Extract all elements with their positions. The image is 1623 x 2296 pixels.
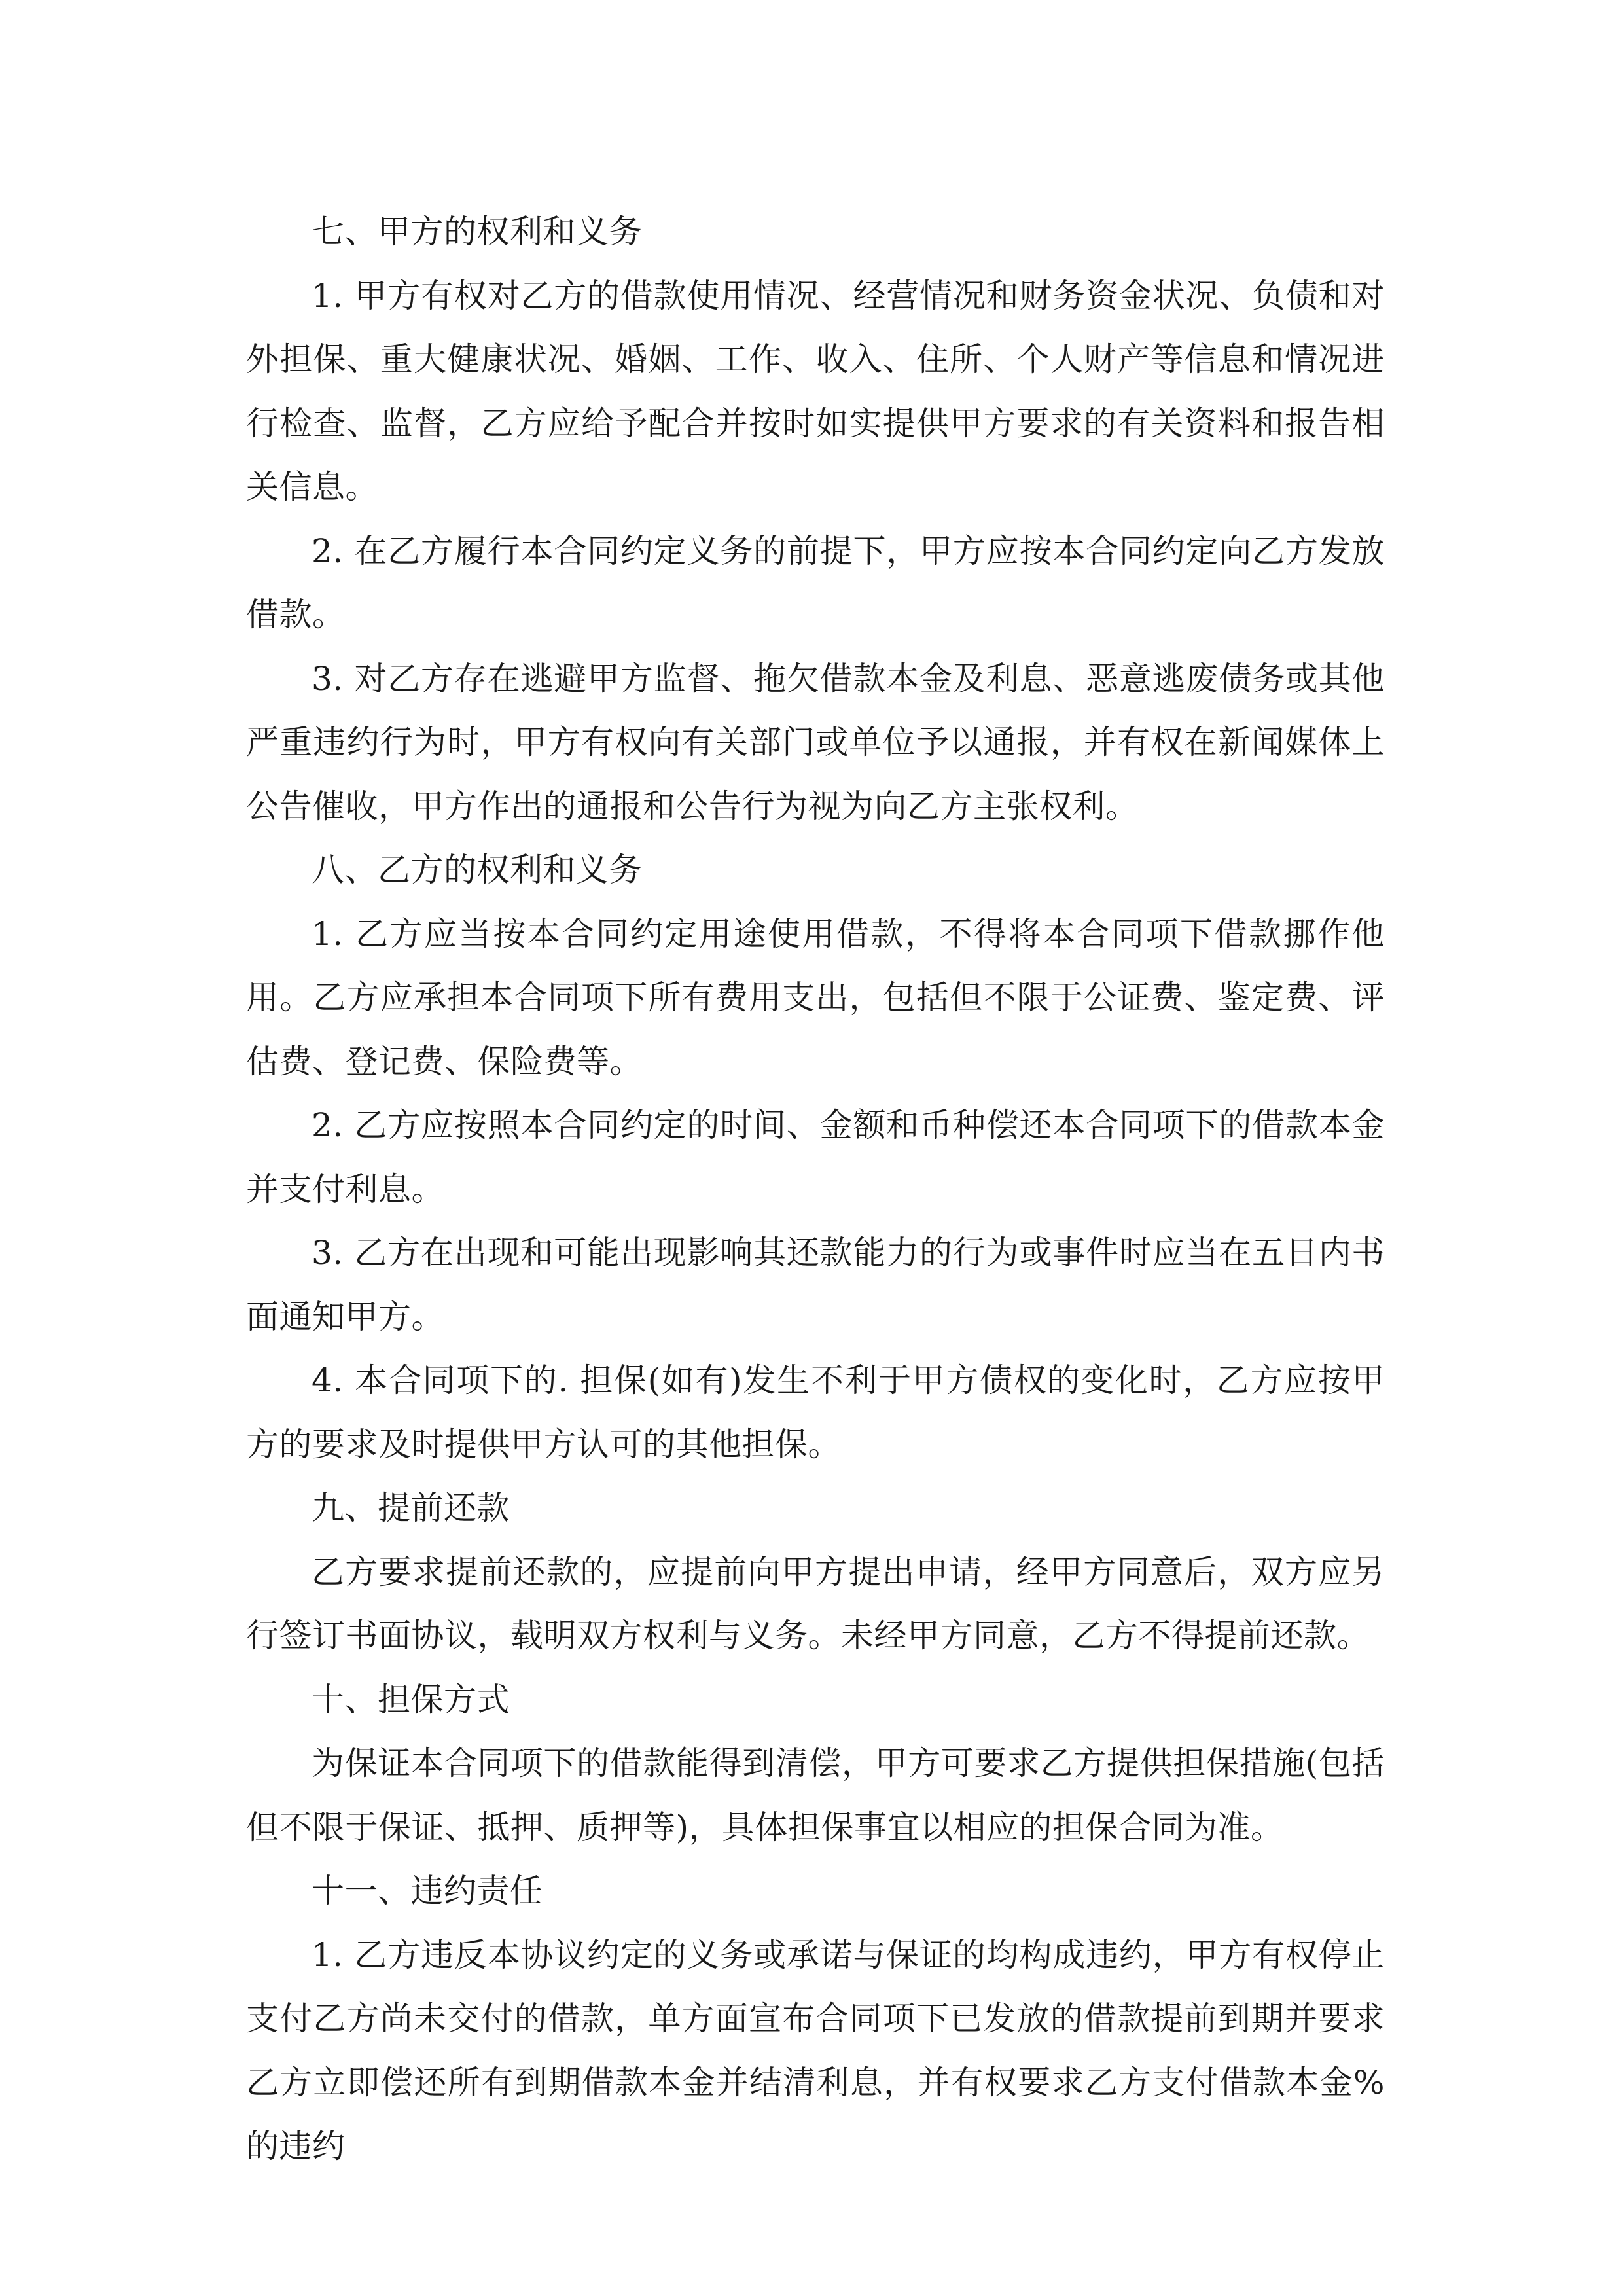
paragraph-8-4: 4. 本合同项下的. 担保(如有)发生不利于甲方债权的变化时，乙方应按甲方的要求及时提供甲方认可的其他担保。 [246,1361,1385,1463]
section-heading-11: 十一、违约责任 [312,1872,543,1910]
paragraph-7-3: 3. 对乙方存在逃避甲方监督、拖欠借款本金及利息、恶意逃废债务或其他严重违约行为时，甲方有权向有关部门或单位予以通报，并有权在新闻媒体上公告催收，甲方作出的通报和公告行为视为向乙方主张权利。 [246,659,1385,825]
paragraph-8-2: 2. 乙方应按照本合同约定的时间、金额和币种偿还本合同项下的借款本金并支付利息。 [246,1106,1385,1208]
section-heading-9: 九、提前还款 [312,1489,510,1527]
section-heading-10: 十、担保方式 [312,1680,510,1719]
paragraph-9: 乙方要求提前还款的，应提前向甲方提出申请，经甲方同意后，双方应另行签订书面协议，载明双方权利与义务。未经甲方同意，乙方不得提前还款。 [246,1552,1385,1655]
paragraph-7-1: 1. 甲方有权对乙方的借款使用情况、经营情况和财务资金状况、负债和对外担保、重大健康状况、婚姻、工作、收入、住所、个人财产等信息和情况进行检查、监督，乙方应给予配合并按时如实提供甲方要求的有关资料和报告相关信息。 [246,276,1385,506]
paragraph-10: 为保证本合同项下的借款能得到清偿，甲方可要求乙方提供担保措施(包括但不限于保证、抵押、质押等)，具体担保事宜以相应的担保合同为准。 [246,1744,1385,1846]
section-heading-8: 八、乙方的权利和义务 [312,851,642,889]
paragraph-11-1: 1. 乙方违反本协议约定的义务或承诺与保证的均构成违约，甲方有权停止支付乙方尚未交付的借款，单方面宣布合同项下已发放的借款提前到期并要求乙方立即偿还所有到期借款本金并结清利息，并有权要求乙方支付借款本金%的违约 [246,1935,1385,2165]
paragraph-8-1: 1. 乙方应当按本合同约定用途使用借款，不得将本合同项下借款挪作他用。乙方应承担本合同项下所有费用支出，包括但不限于公证费、鉴定费、评估费、登记费、保险费等。 [246,914,1385,1081]
document-body [246,200,1385,2179]
paragraph-7-2: 2. 在乙方履行本合同约定义务的前提下，甲方应按本合同约定向乙方发放借款。 [246,531,1385,634]
paragraph-8-3: 3. 乙方在出现和可能出现影响其还款能力的行为或事件时应当在五日内书面通知甲方。 [246,1234,1385,1336]
section-heading-7: 七、甲方的权利和义务 [312,213,642,251]
